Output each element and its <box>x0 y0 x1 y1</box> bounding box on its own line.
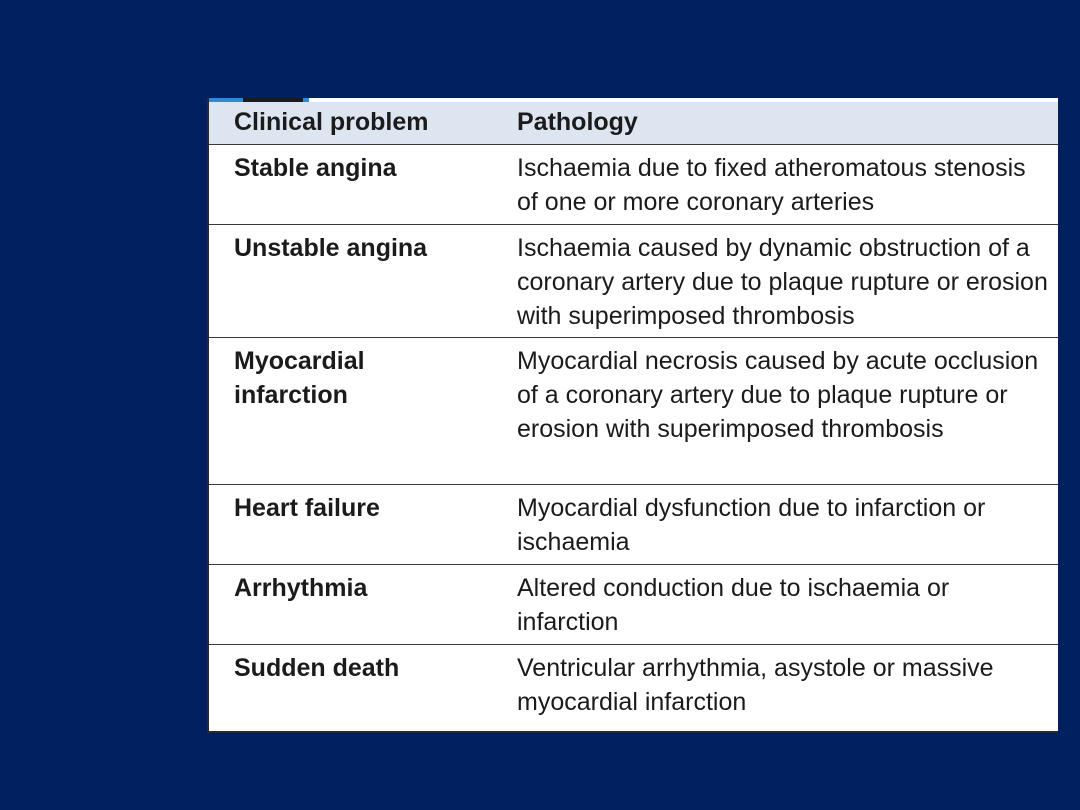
row-problem: Sudden death <box>234 653 400 682</box>
pathology-table <box>209 102 1058 730</box>
header-clinical-problem: Clinical problem <box>209 102 491 144</box>
table-row <box>209 644 1058 730</box>
row-problem: Myocardial infarction <box>209 337 491 484</box>
row-pathology: Ischaemia due to fixed atheromatous stenosis of one or more coronary arteries <box>491 144 1058 224</box>
table-row <box>209 224 1058 337</box>
row-pathology: Altered conduction due to ischaemia or infarction <box>491 564 1058 644</box>
row-pathology: Ventricular arrhythmia, asystole or massive myocardial infarction <box>517 653 994 716</box>
table-row <box>209 484 1058 564</box>
table-row <box>209 564 1058 644</box>
table-row <box>209 144 1058 224</box>
row-problem: Heart failure <box>209 484 491 564</box>
table-header-row <box>209 102 1058 144</box>
row-pathology: Ischaemia caused by dynamic obstruction of a coronary artery due to plaque rupture or erosion with superimposed thrombosis <box>491 224 1058 337</box>
row-pathology: Myocardial dysfunction due to infarction or ischaemia <box>491 484 1058 564</box>
row-problem: Arrhythmia <box>209 564 491 644</box>
table-card <box>207 98 1058 733</box>
row-problem: Unstable angina <box>209 224 491 337</box>
row-problem: Stable angina <box>209 144 491 224</box>
header-pathology: Pathology <box>491 102 1058 144</box>
table-row <box>209 337 1058 484</box>
row-pathology: Myocardial necrosis caused by acute occlusion of a coronary artery due to plaque rupture or erosion with superimposed thrombosis <box>491 337 1058 484</box>
